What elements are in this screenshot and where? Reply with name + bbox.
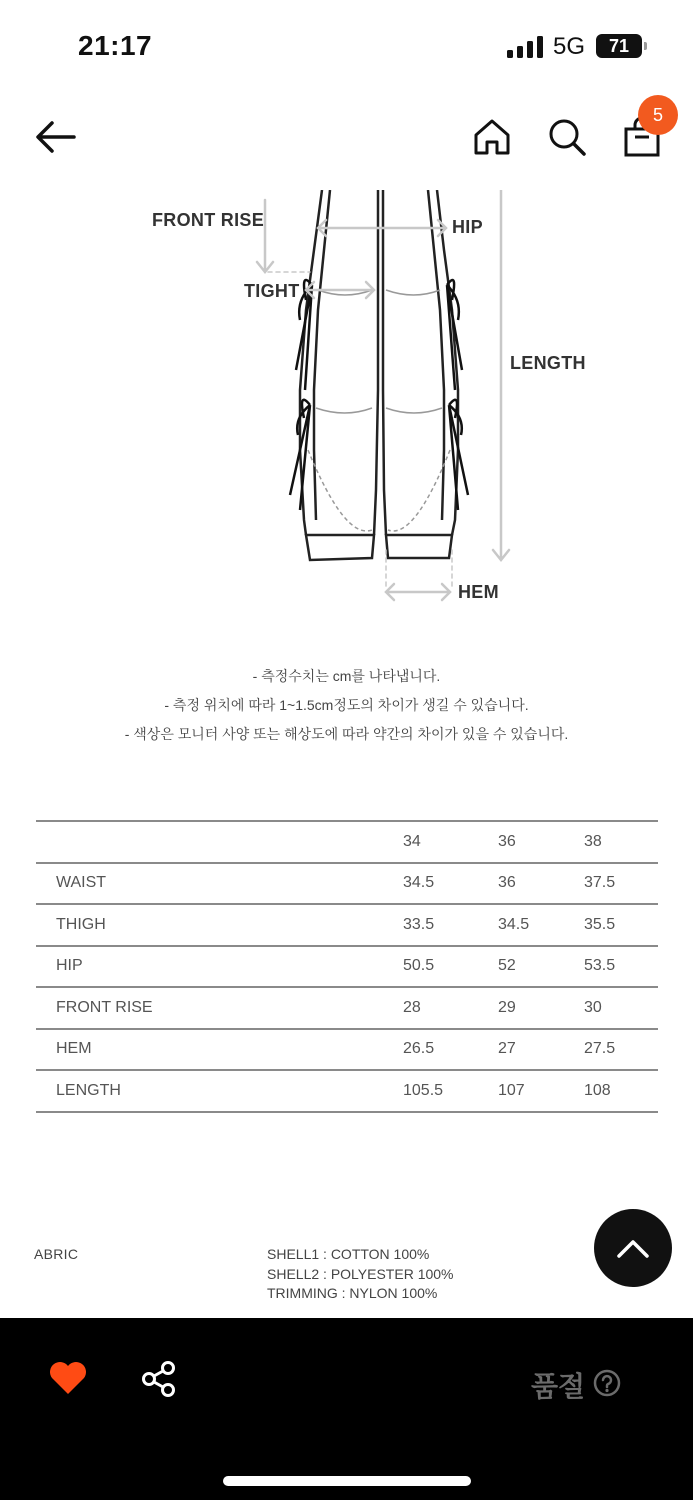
home-indicator (223, 1476, 471, 1486)
table-row (36, 1070, 658, 1112)
table-cell: LENGTH (56, 1081, 121, 1099)
battery-nub (644, 42, 647, 50)
table-header-cell: 38 (584, 832, 602, 850)
network-type: 5G (553, 33, 586, 60)
top-nav-bar (0, 95, 693, 185)
table-cell: FRONT RISE (56, 998, 153, 1016)
status-bar (0, 0, 693, 90)
table-cell: 34.5 (498, 915, 530, 933)
heart-icon[interactable] (48, 1360, 88, 1396)
fabric-line: TRIMMING : NYLON 100% (267, 1285, 438, 1301)
question-circle-icon[interactable] (593, 1369, 621, 1397)
table-cell: 33.5 (403, 915, 435, 933)
table-cell: 26.5 (403, 1040, 435, 1058)
bottom-action-bar (0, 1318, 693, 1500)
table-cell: 35.5 (584, 915, 616, 933)
table-cell: WAIST (56, 874, 107, 892)
fabric-line: SHELL2 : POLYESTER 100% (267, 1265, 454, 1282)
table-cell: 27 (498, 1040, 516, 1058)
note-line: - 측정 위치에 따라 1~1.5cm정도의 차이가 생길 수 있습니다. (164, 697, 529, 713)
table-cell: 28 (403, 998, 421, 1016)
table-cell: 37.5 (584, 874, 616, 892)
battery-level: 71 (596, 34, 642, 58)
table-row (36, 987, 658, 1029)
soldout-label: 품절 (531, 1371, 586, 1402)
table-cell: 50.5 (403, 957, 435, 975)
table-header-cell (36, 821, 403, 863)
table-cell: 30 (584, 998, 602, 1016)
share-icon[interactable] (140, 1360, 178, 1398)
home-icon[interactable] (470, 115, 514, 159)
table-cell: THIGH (56, 915, 106, 933)
table-cell: 29 (498, 998, 516, 1016)
fabric-composition (267, 1245, 454, 1304)
table-cell: 36 (498, 874, 516, 892)
pants-illustration (0, 190, 693, 620)
table-row (36, 904, 658, 946)
measurement-notes (0, 662, 693, 749)
chevron-up-icon (615, 1232, 651, 1262)
note-line: - 색상은 모니터 사양 또는 해상도에 따라 약간의 차이가 있을 수 있습니다. (124, 726, 569, 742)
table-cell: 27.5 (584, 1040, 616, 1058)
label-front-rise: FRONT RISE (152, 210, 265, 230)
fabric-line: SHELL1 : COTTON 100% (267, 1246, 430, 1262)
table-cell: 107 (498, 1081, 525, 1099)
table-cell: 53.5 (584, 957, 616, 975)
cellular-signal-icon (507, 36, 543, 58)
note-line: - 측정수치는 cm를 나타냅니다. (252, 668, 441, 684)
label-hip: HIP (452, 217, 483, 237)
back-arrow-icon[interactable] (32, 117, 80, 157)
size-diagram (0, 190, 693, 620)
scroll-to-top-button[interactable] (594, 1209, 672, 1287)
label-tight: TIGHT (244, 281, 300, 301)
table-row (36, 946, 658, 988)
table-header-row (36, 821, 658, 863)
search-icon[interactable] (545, 115, 589, 159)
size-chart-table (36, 820, 658, 1113)
table-cell: 105.5 (403, 1081, 444, 1099)
table-header-cell: 34 (403, 832, 421, 850)
table-header-cell: 36 (498, 832, 516, 850)
label-length: LENGTH (510, 353, 586, 373)
table-row (36, 863, 658, 905)
fabric-label: ABRIC (34, 1246, 79, 1262)
table-cell: 108 (584, 1081, 611, 1099)
battery-icon (596, 34, 648, 58)
table-row (36, 1029, 658, 1071)
status-time: 21:17 (78, 30, 153, 61)
table-cell: 34.5 (403, 874, 435, 892)
cart-count-badge: 5 (638, 95, 678, 135)
table-cell: HIP (56, 957, 83, 975)
table-cell: HEM (56, 1040, 92, 1058)
table-cell: 52 (498, 957, 516, 975)
label-hem: HEM (458, 582, 499, 602)
